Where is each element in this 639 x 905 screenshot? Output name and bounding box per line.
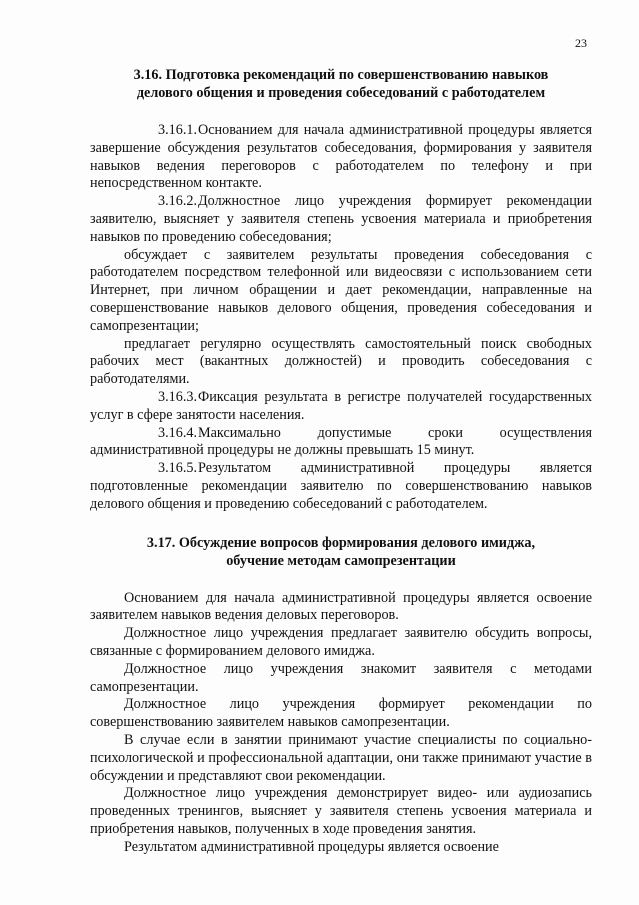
paragraph-text: Должностное лицо учреждения знакомит заявителя с методами самопрезентации. xyxy=(90,660,592,695)
paragraph-number: 3.16.5. xyxy=(158,460,198,477)
heading-line: делового общения и проведения собеседований с работодателем xyxy=(136,85,546,101)
paragraph xyxy=(90,247,592,336)
paragraph-text: Должностное лицо учреждения предлагает заявителю обсудить вопросы, связанные с формированием делового имиджа. xyxy=(90,625,592,659)
heading-line: обучение методам самопрезентации xyxy=(226,552,456,569)
paragraph-text: Фиксация результата в регистре получателей государственных услуг в сфере занятости населения. xyxy=(90,388,592,423)
section-heading xyxy=(90,534,592,570)
section-3-17 xyxy=(90,534,592,857)
paragraph-text: Должностное лицо учреждения демонстрирует видео- или аудиозапись проведенных тренингов, выясняет у заявителя степень усвоения материала и приобретения навыков, полученных в ходе проведения занятия. xyxy=(90,785,592,837)
document-body xyxy=(90,66,592,856)
paragraph-number: 3.16.4. xyxy=(158,424,198,441)
paragraph-text: В случае если в занятии принимают участие специалисты по социально-психологической и профессиональной адаптации, они также принимают участие в обсуждении и представляют свои рекомендации. xyxy=(90,731,592,784)
section-3-16 xyxy=(90,66,592,514)
paragraph-text: Максимально допустимые сроки осуществления административной процедуры не должны превышать 15 минут. xyxy=(90,424,592,459)
paragraph xyxy=(90,389,592,425)
section-heading xyxy=(90,66,592,102)
paragraph xyxy=(90,661,592,697)
page-number: 23 xyxy=(575,36,587,50)
paragraph xyxy=(90,696,592,732)
paragraph xyxy=(90,193,592,246)
heading-line: 3.17. Обсуждение вопросов формирования делового имиджа, xyxy=(146,534,536,551)
paragraph xyxy=(90,839,592,857)
heading-line: 3.16. Подготовка рекомендаций по совершенствованию навыков xyxy=(133,67,549,83)
paragraph-text: Основанием для начала административной процедуры является освоение заявителем навыков ведения деловых переговоров. xyxy=(90,589,592,624)
paragraph xyxy=(90,732,592,785)
paragraph-number: 3.16.1. xyxy=(158,122,198,138)
paragraph-text: обсуждает с заявителем результаты проведения собеседования с работодателем посредством телефонной или видеосвязи с использованием сети Интернет, при личном обращении и дает рекомендации, направленные на совершенствование навыков делового общения, проведения собеседования и самопрезентации; xyxy=(90,246,592,334)
paragraph xyxy=(90,425,592,461)
paragraph xyxy=(90,460,592,513)
paragraph-text: Должностное лицо учреждения формирует рекомендации заявителю, выясняет у заявителя степень усвоения материала и приобретения навыков по проведению собеседования; xyxy=(90,193,592,245)
paragraph xyxy=(90,625,592,661)
paragraph xyxy=(90,785,592,838)
paragraph-text: предлагает регулярно осуществлять самостоятельный поиск свободных рабочих мест (вакантных должностей) и проводить собеседования с работодателями. xyxy=(90,335,592,388)
paragraph xyxy=(90,336,592,389)
paragraph-number: 3.16.3. xyxy=(158,388,198,405)
paragraph-text: Основанием для начала административной процедуры является завершение обсуждения результатов собеседования, формирования у заявителя навыков ведения переговоров с работодателем по телефону и при непосредственном контакте. xyxy=(90,122,592,192)
paragraph-text: Результатом административной процедуры является освоение xyxy=(124,838,499,855)
paragraph-number: 3.16.2. xyxy=(158,193,198,210)
paragraph xyxy=(90,122,592,193)
paragraph xyxy=(90,590,592,626)
paragraph-text: Результатом административной процедуры является подготовленные рекомендации заявителю по совершенствованию навыков делового общения и проведению собеседований с работодателем. xyxy=(90,460,592,512)
paragraph-text: Должностное лицо учреждения формирует рекомендации по совершенствованию заявителем навыков самопрезентации. xyxy=(90,696,592,731)
